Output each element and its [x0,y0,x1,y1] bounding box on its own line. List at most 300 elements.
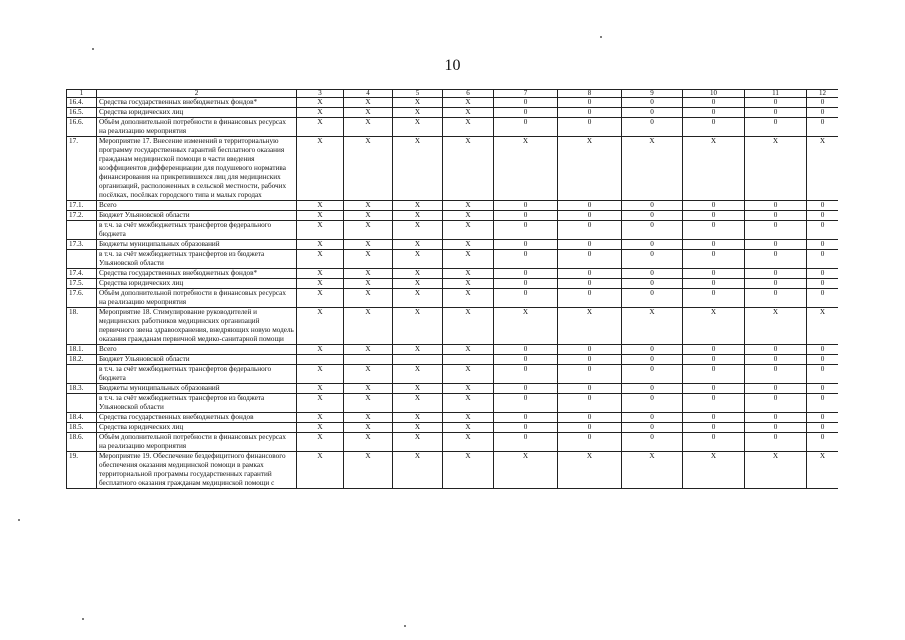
cell-value: X [622,452,683,489]
cell-value: X [297,211,344,221]
cell-value: 0 [558,413,622,423]
row-number: 18. [67,308,97,345]
column-header: 10 [683,90,745,98]
cell-value: 0 [558,423,622,433]
cell-value: 0 [807,118,839,137]
cell-value: 0 [683,221,745,240]
row-number: 17.1. [67,201,97,211]
cell-value: X [807,452,839,489]
cell-value: X [443,269,494,279]
cell-value: 0 [683,201,745,211]
cell-value: X [393,345,443,355]
row-number: 16.6. [67,118,97,137]
cell-value: X [443,423,494,433]
cell-value: X [683,452,745,489]
cell-value: 0 [745,108,807,118]
cell-value: X [393,433,443,452]
cell-value: X [297,308,344,345]
cell-value: X [344,365,393,384]
row-number [67,221,97,240]
cell-value: X [393,98,443,108]
cell-value: X [297,433,344,452]
cell-value [297,355,344,365]
column-header: 3 [297,90,344,98]
cell-value: X [297,394,344,413]
cell-value: X [393,308,443,345]
cell-value: X [393,221,443,240]
cell-value: 0 [807,433,839,452]
row-number: 19. [67,452,97,489]
cell-value: 0 [745,240,807,250]
cell-value: 0 [745,355,807,365]
cell-value: X [443,452,494,489]
cell-value: 0 [683,345,745,355]
cell-value: X [393,137,443,201]
cell-value: X [393,289,443,308]
row-label: Всего [97,345,297,355]
row-label: Объём дополнительной потребности в финансовых ресурсах на реализацию мероприятия [97,118,297,137]
table-row [67,365,839,384]
table-row [67,118,839,137]
table-row [67,289,839,308]
row-label: в т.ч. за счёт межбюджетных трансфертов из бюджета Ульяновской области [97,250,297,269]
cell-value: 0 [745,289,807,308]
table-row [67,384,839,394]
cell-value: X [443,384,494,394]
cell-value: 0 [807,355,839,365]
cell-value: X [344,211,393,221]
cell-value: X [297,118,344,137]
cell-value: X [297,423,344,433]
cell-value: 0 [494,355,558,365]
column-header: 8 [558,90,622,98]
column-header: 7 [494,90,558,98]
row-number: 17.3. [67,240,97,250]
row-label: Бюджеты муниципальных образований [97,240,297,250]
cell-value: X [393,413,443,423]
cell-value: 0 [494,98,558,108]
cell-value: X [344,279,393,289]
cell-value: X [297,384,344,394]
cell-value: X [443,137,494,201]
cell-value: X [297,108,344,118]
cell-value: 0 [622,221,683,240]
cell-value: X [344,308,393,345]
cell-value: 0 [622,365,683,384]
cell-value: 0 [745,345,807,355]
cell-value: X [297,98,344,108]
cell-value: X [344,118,393,137]
cell-value: 0 [745,221,807,240]
cell-value: X [344,433,393,452]
cell-value: X [558,137,622,201]
table-row [67,221,839,240]
table-row [67,269,839,279]
cell-value: 0 [683,423,745,433]
cell-value: X [297,345,344,355]
column-header: 11 [745,90,807,98]
cell-value: X [344,137,393,201]
cell-value: 0 [683,118,745,137]
cell-value: 0 [558,108,622,118]
cell-value: X [297,279,344,289]
cell-value: X [297,137,344,201]
cell-value: 0 [494,413,558,423]
cell-value: X [393,394,443,413]
cell-value: 0 [807,289,839,308]
cell-value: X [297,365,344,384]
cell-value: 0 [807,108,839,118]
cell-value: 0 [494,279,558,289]
cell-value: X [443,308,494,345]
table-row [67,413,839,423]
cell-value: 0 [745,279,807,289]
cell-value: X [683,308,745,345]
funding-table [66,89,838,489]
cell-value: 0 [558,279,622,289]
cell-value: X [393,118,443,137]
cell-value: X [344,221,393,240]
cell-value: 0 [683,365,745,384]
row-number: 18.5. [67,423,97,433]
row-label: Бюджет Ульяновской области [97,355,297,365]
cell-value: 0 [494,201,558,211]
cell-value: X [393,365,443,384]
scan-speck [404,625,406,627]
table-row [67,240,839,250]
cell-value: 0 [622,240,683,250]
cell-value: X [344,108,393,118]
cell-value: 0 [558,384,622,394]
cell-value: X [443,108,494,118]
cell-value: 0 [558,355,622,365]
cell-value: 0 [622,289,683,308]
cell-value: 0 [494,384,558,394]
cell-value: X [443,98,494,108]
row-label: Средства юридических лиц [97,108,297,118]
row-number: 17.4. [67,269,97,279]
cell-value: 0 [558,250,622,269]
cell-value: 0 [622,355,683,365]
cell-value: X [344,394,393,413]
cell-value: 0 [807,345,839,355]
cell-value: X [297,221,344,240]
cell-value: 0 [807,423,839,433]
cell-value: X [344,201,393,211]
cell-value: X [443,240,494,250]
row-label: Средства государственных внебюджетных фондов* [97,98,297,108]
cell-value: 0 [683,98,745,108]
row-number: 17.2. [67,211,97,221]
cell-value: 0 [807,240,839,250]
cell-value: X [443,365,494,384]
cell-value: X [393,452,443,489]
cell-value: 0 [622,423,683,433]
cell-value: 0 [683,250,745,269]
table-row [67,345,839,355]
row-number [67,394,97,413]
cell-value: 0 [745,250,807,269]
row-label: Средства государственных внебюджетных фондов* [97,269,297,279]
cell-value: 0 [558,394,622,413]
cell-value: X [344,289,393,308]
cell-value: 0 [683,384,745,394]
cell-value: 0 [494,108,558,118]
cell-value: X [443,201,494,211]
row-label: в т.ч. за счёт межбюджетных трансфертов федерального бюджета [97,365,297,384]
cell-value: X [297,240,344,250]
cell-value: 0 [683,108,745,118]
cell-value: X [393,201,443,211]
cell-value: 0 [622,413,683,423]
cell-value: 0 [745,433,807,452]
cell-value: 0 [558,289,622,308]
table-row [67,211,839,221]
cell-value: X [344,240,393,250]
table-row [67,433,839,452]
cell-value: 0 [494,289,558,308]
row-number: 16.4. [67,98,97,108]
cell-value: 0 [622,384,683,394]
row-number: 18.4. [67,413,97,423]
cell-value: X [344,269,393,279]
column-header: 4 [344,90,393,98]
cell-value: 0 [622,118,683,137]
row-label: в т.ч. за счёт межбюджетных трансфертов из бюджета Ульяновской области [97,394,297,413]
cell-value: X [344,413,393,423]
cell-value: X [393,423,443,433]
row-label: Бюджеты муниципальных образований [97,384,297,394]
row-label: Мероприятие 17. Внесение изменений в территориальную программу государственных гарантий бесплатного оказания гражданам медицинской помощи в части введения коэффициентов дифференциации для подушевого норматива финансирования на прикрепившихся лиц для медицинских организаций, расположенных в сельской местности, рабочих посёлках, посёлках городского типа и малых городах [97,137,297,201]
cell-value: X [558,308,622,345]
scan-speck [82,618,84,620]
cell-value: X [443,289,494,308]
cell-value: X [297,269,344,279]
cell-value: 0 [558,269,622,279]
row-label: Бюджет Ульяновской области [97,211,297,221]
cell-value: 0 [807,250,839,269]
cell-value: 0 [558,98,622,108]
cell-value: 0 [494,269,558,279]
cell-value: 0 [494,394,558,413]
cell-value: 0 [622,211,683,221]
table-row [67,423,839,433]
row-number: 18.2. [67,355,97,365]
row-number: 17. [67,137,97,201]
cell-value: 0 [745,201,807,211]
scan-speck [92,48,94,50]
cell-value: 0 [683,269,745,279]
cell-value: 0 [807,394,839,413]
cell-value: 0 [683,413,745,423]
cell-value: X [344,250,393,269]
cell-value: X [344,384,393,394]
cell-value: X [683,137,745,201]
cell-value: 0 [807,211,839,221]
table-header-row [67,90,839,98]
table-row [67,201,839,211]
cell-value: 0 [807,365,839,384]
row-label: Средства государственных внебюджетных фондов [97,413,297,423]
cell-value: 0 [622,345,683,355]
cell-value: 0 [558,221,622,240]
cell-value: 0 [683,279,745,289]
cell-value: X [297,289,344,308]
cell-value: X [393,240,443,250]
cell-value: X [807,137,839,201]
scan-speck [18,519,20,521]
row-number: 18.1. [67,345,97,355]
cell-value: 0 [622,108,683,118]
table-row [67,98,839,108]
cell-value: X [443,211,494,221]
cell-value: 0 [558,365,622,384]
cell-value: X [297,201,344,211]
cell-value: X [443,345,494,355]
cell-value: X [297,452,344,489]
cell-value: 0 [622,98,683,108]
cell-value: 0 [745,98,807,108]
cell-value: 0 [622,433,683,452]
cell-value: X [393,108,443,118]
cell-value: 0 [494,211,558,221]
row-label: Мероприятие 18. Стимулирование руководителей и медицинских работников медицинских организаций первичного звена здравоохранения, внедряющих новую модель оказания гражданам первичной медико-санитарной помощи [97,308,297,345]
cell-value: 0 [807,279,839,289]
cell-value: X [558,452,622,489]
cell-value: 0 [745,365,807,384]
cell-value: X [344,423,393,433]
cell-value: 0 [558,201,622,211]
row-number: 17.5. [67,279,97,289]
row-number [67,365,97,384]
cell-value: 0 [807,221,839,240]
cell-value: 0 [494,433,558,452]
cell-value: 0 [494,221,558,240]
cell-value: X [745,137,807,201]
row-label: Объём дополнительной потребности в финансовых ресурсах на реализацию мероприятия [97,289,297,308]
row-number: 17.6. [67,289,97,308]
cell-value [393,355,443,365]
cell-value: X [393,279,443,289]
cell-value: 0 [807,98,839,108]
cell-value: 0 [807,384,839,394]
cell-value: X [443,394,494,413]
cell-value: 0 [745,211,807,221]
cell-value: 0 [494,365,558,384]
cell-value: X [443,118,494,137]
cell-value: 0 [683,240,745,250]
cell-value: 0 [745,118,807,137]
row-label: Средства юридических лиц [97,279,297,289]
row-number: 16.5. [67,108,97,118]
cell-value: 0 [683,394,745,413]
cell-value: X [622,137,683,201]
cell-value: 0 [807,201,839,211]
cell-value: 0 [807,413,839,423]
cell-value: X [745,308,807,345]
row-number: 18.6. [67,433,97,452]
scan-speck [600,36,602,38]
cell-value: X [393,269,443,279]
cell-value: X [443,279,494,289]
cell-value: 0 [558,118,622,137]
table-row [67,355,839,365]
cell-value: X [443,413,494,423]
row-label: Всего [97,201,297,211]
cell-value: 0 [622,201,683,211]
cell-value: 0 [683,289,745,308]
page-number: 10 [444,57,461,74]
cell-value [443,355,494,365]
cell-value: 0 [558,345,622,355]
cell-value: X [745,452,807,489]
cell-value: X [393,250,443,269]
cell-value: 0 [745,394,807,413]
cell-value: 0 [622,394,683,413]
column-header: 1 [67,90,97,98]
cell-value [344,355,393,365]
cell-value: 0 [745,269,807,279]
cell-value: X [344,452,393,489]
table-row [67,394,839,413]
cell-value: X [494,308,558,345]
document-sheet [66,89,838,604]
cell-value: X [344,345,393,355]
cell-value: 0 [558,211,622,221]
cell-value: X [494,137,558,201]
cell-value: 0 [494,423,558,433]
table-row [67,137,839,201]
column-header: 2 [97,90,297,98]
cell-value: 0 [683,433,745,452]
cell-value: X [807,308,839,345]
cell-value: X [622,308,683,345]
cell-value: 0 [494,240,558,250]
table-row [67,308,839,345]
cell-value: 0 [745,413,807,423]
cell-value: X [344,98,393,108]
column-header: 6 [443,90,494,98]
cell-value: X [443,433,494,452]
cell-value: 0 [494,250,558,269]
cell-value: 0 [622,279,683,289]
cell-value: X [494,452,558,489]
row-label: Средства юридических лиц [97,423,297,433]
cell-value: X [443,221,494,240]
row-label: Мероприятие 19. Обеспечение бездефицитного финансового обеспечения оказания медицинской помощи в рамках территориальной программы государственных гарантий бесплатного оказания гражданам медицинской помощи с [97,452,297,489]
cell-value: 0 [558,433,622,452]
row-number: 18.3. [67,384,97,394]
column-header: 12 [807,90,839,98]
cell-value: X [393,211,443,221]
cell-value: 0 [494,118,558,137]
cell-value: 0 [622,250,683,269]
cell-value: 0 [683,211,745,221]
cell-value: X [393,384,443,394]
cell-value: X [297,250,344,269]
cell-value: 0 [683,355,745,365]
cell-value: 0 [745,423,807,433]
row-number [67,250,97,269]
cell-value: 0 [807,269,839,279]
table-row [67,452,839,489]
column-header: 9 [622,90,683,98]
row-label: Объём дополнительной потребности в финансовых ресурсах на реализацию мероприятия [97,433,297,452]
column-header: 5 [393,90,443,98]
cell-value: 0 [622,269,683,279]
row-label: в т.ч. за счёт межбюджетных трансфертов федерального бюджета [97,221,297,240]
cell-value: 0 [494,345,558,355]
